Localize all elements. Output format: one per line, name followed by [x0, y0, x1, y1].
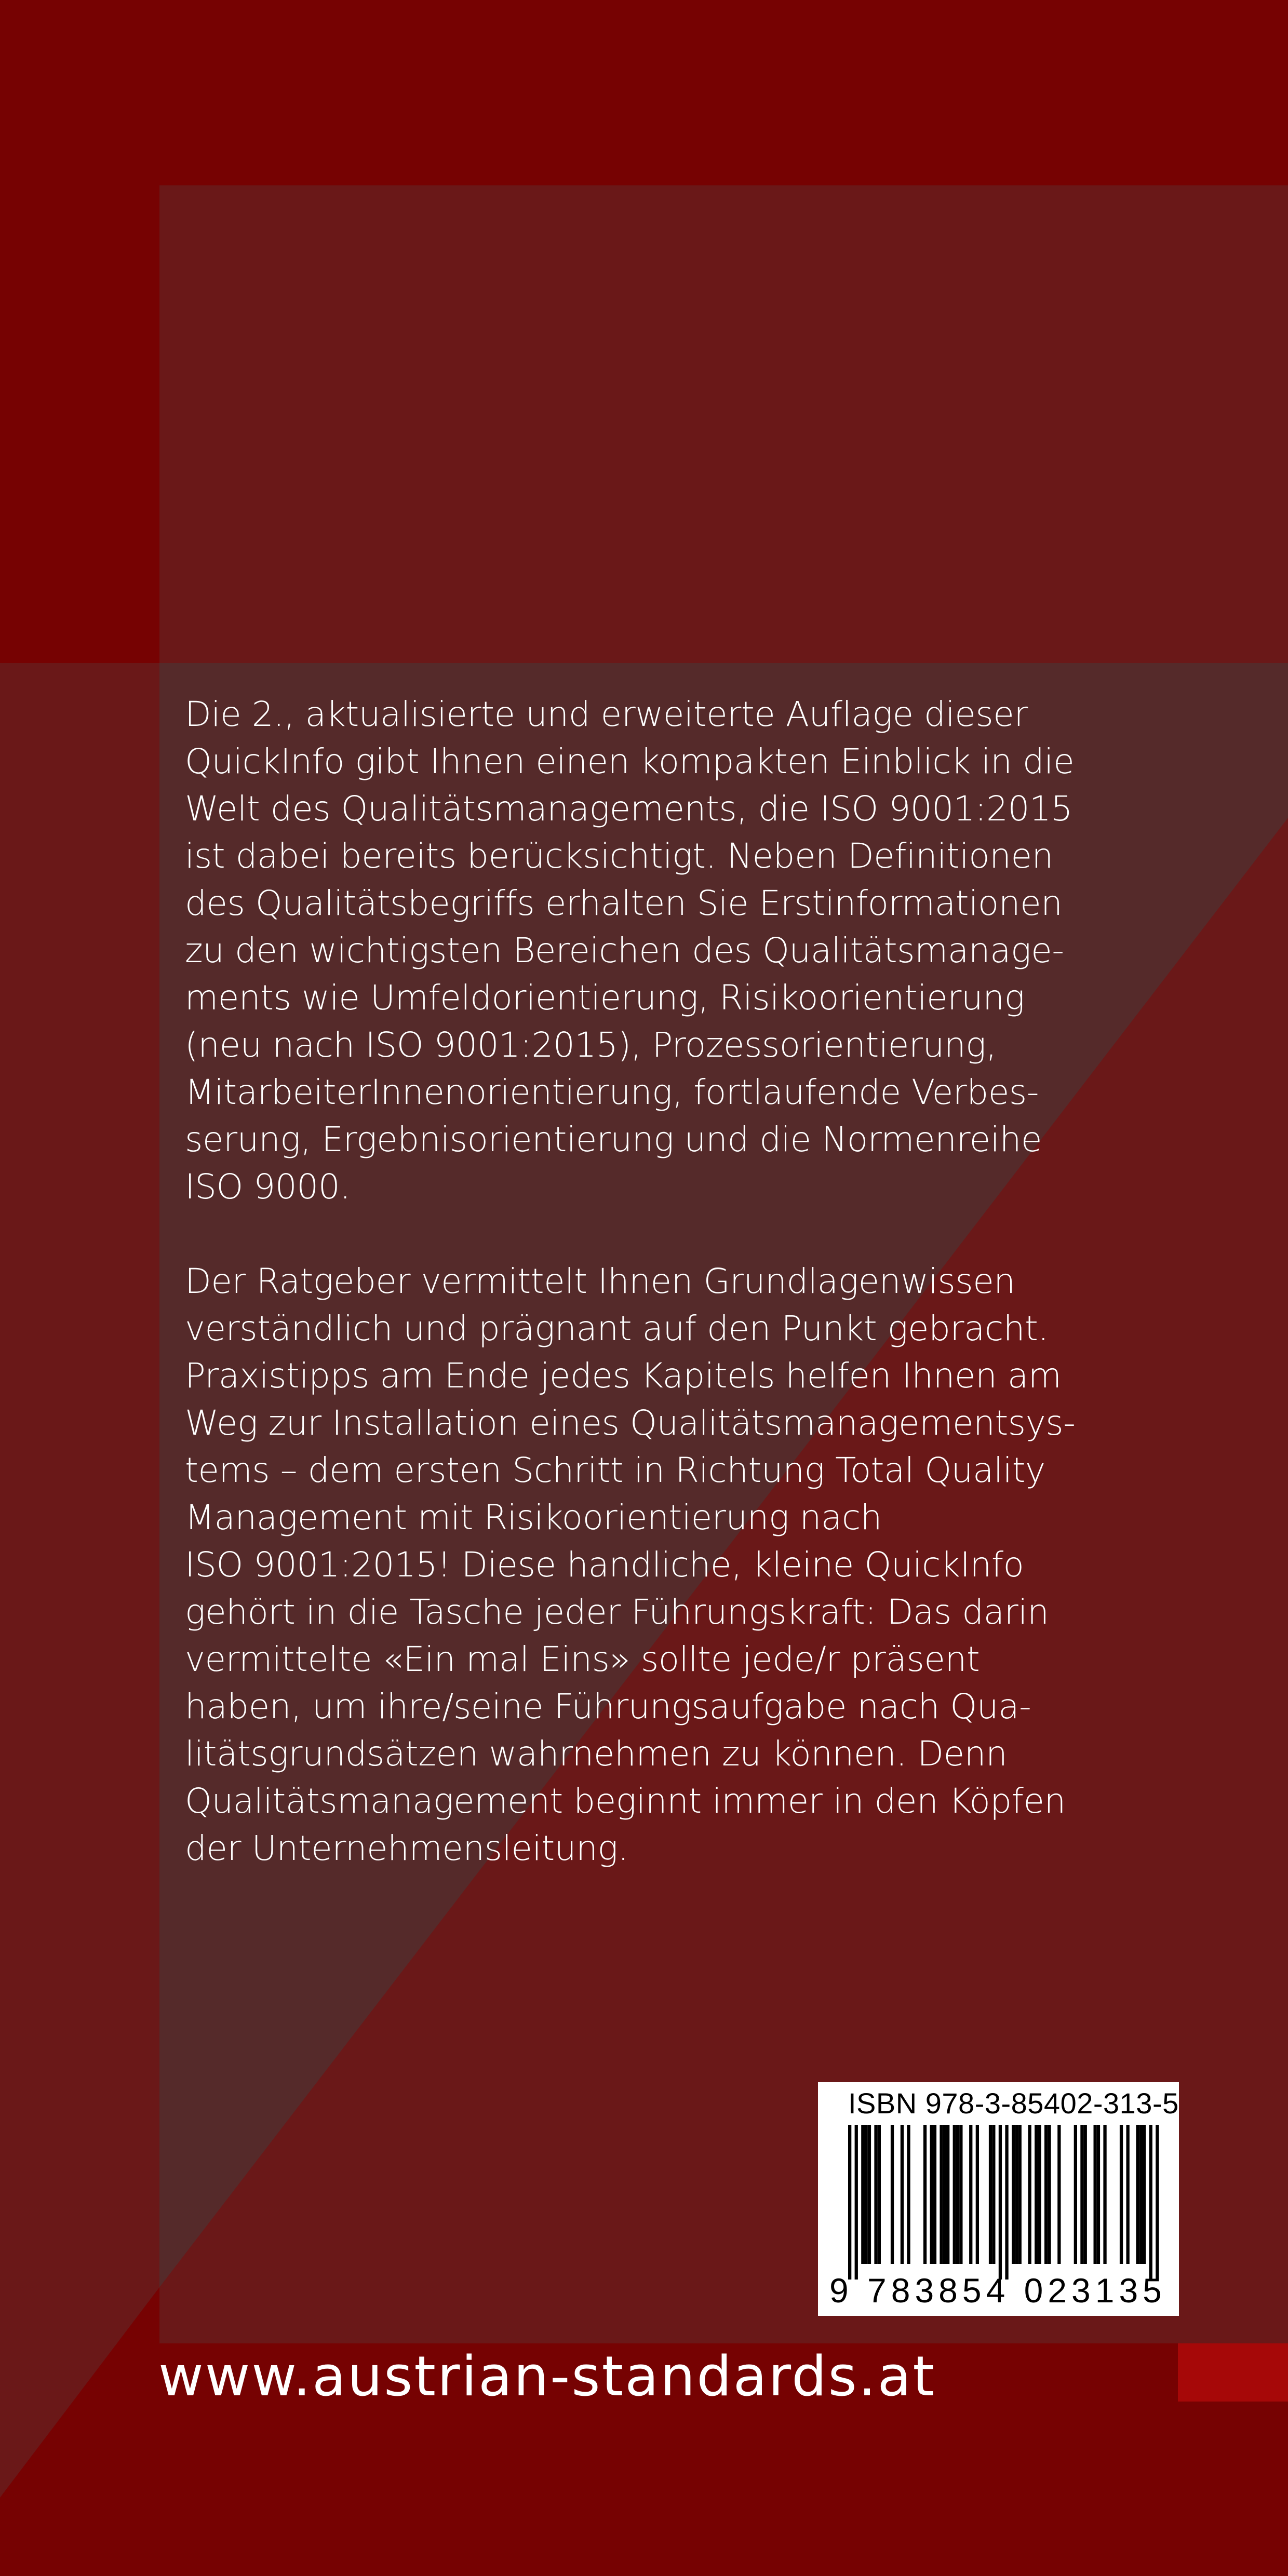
text-line: der Unternehmensleitung.: [185, 1828, 628, 1868]
text-line: ist dabei bereits berücksichtigt. Neben Definitionen: [185, 836, 1053, 876]
text-line: litätsgrundsätzen wahrnehmen zu können. Denn: [185, 1734, 1008, 1774]
bottom-left-diagonal: [0, 663, 159, 2498]
barcode-bar: [969, 2125, 972, 2264]
barcode-bar: [855, 2125, 858, 2280]
upper-panel: [159, 185, 1288, 663]
text-line: ISO 9000.: [185, 1167, 351, 1207]
barcode-bar: [940, 2125, 943, 2264]
barcode-bar: [1048, 2125, 1051, 2264]
text-line: QuickInfo gibt Ihnen einen kompakten Einblick in die: [185, 741, 1075, 781]
text-line: zu den wichtigsten Bereichen des Qualitätsmanage-: [185, 930, 1064, 970]
website-url: www.austrian-standards.at: [158, 2344, 936, 2408]
text-line: MitarbeiterInnenorientierung, fortlaufende Verbes-: [185, 1072, 1039, 1112]
barcode-bar: [1080, 2125, 1083, 2264]
barcode-bar: [878, 2125, 881, 2264]
barcode-bar: [1136, 2125, 1139, 2264]
text-line: Die 2., aktualisierte und erweiterte Auflage dieser: [185, 694, 1028, 734]
isbn-label: ISBN 978-3-85402-313-5: [848, 2087, 1179, 2120]
text-line: Welt des Qualitätsmanagements, die ISO 9001:2015: [185, 789, 1072, 829]
text-line: serung, Ergebnisorientierung und die Normenreihe: [185, 1120, 1042, 1159]
text-line: haben, um ihre/seine Führungsaufgabe nach Qua-: [185, 1687, 1031, 1727]
text-line: verständlich und prägnant auf den Punkt gebracht.: [185, 1309, 1049, 1348]
barcode-bar: [976, 2125, 979, 2264]
text-line: gehört in die Tasche jeder Führungskraft: Das darin: [185, 1592, 1049, 1632]
barcode-bar: [1149, 2125, 1152, 2280]
barcode-bar: [953, 2125, 956, 2264]
barcode-bar: [1005, 2125, 1008, 2280]
accent-tab: [1178, 2343, 1288, 2402]
barcode-bar: [891, 2125, 894, 2264]
barcode-bar: [1126, 2125, 1130, 2264]
text-line: des Qualitätsbegriffs erhalten Sie Erstinformationen: [185, 883, 1063, 923]
text-line: ments wie Umfeldorientierung, Risikoorientierung: [185, 978, 1025, 1018]
barcode-bar: [989, 2125, 992, 2264]
barcode-bar: [1120, 2125, 1123, 2264]
text-line: ISO 9001:2015! Diese handliche, kleine QuickInfo: [185, 1545, 1024, 1585]
text-line: Management mit Risikoorientierung nach: [185, 1498, 882, 1537]
barcode-bar: [1139, 2125, 1143, 2264]
barcode-bar: [933, 2125, 936, 2264]
barcode-bar: [848, 2125, 851, 2280]
barcode-bar: [959, 2125, 962, 2264]
description-text: [185, 691, 1151, 1872]
barcode-bar: [1015, 2125, 1018, 2264]
barcode-bar: [943, 2125, 946, 2264]
barcode-bar: [999, 2125, 1002, 2280]
isbn-barcode: [818, 2082, 1179, 2316]
description-paragraph-2: [185, 1258, 1151, 1872]
text-line: Der Ratgeber vermittelt Ihnen Grundlagenwissen: [185, 1261, 1015, 1301]
ean-digits: 9 783854 023135: [829, 2271, 1166, 2310]
barcode-bar: [874, 2125, 877, 2264]
text-line: vermittelte «Ein mal Eins» sollte jede/r präsent: [185, 1639, 980, 1679]
barcode-bar: [1103, 2125, 1106, 2264]
text-line: Praxistipps am Ende jedes Kapitels helfen Ihnen am: [185, 1356, 1062, 1396]
text-line: (neu nach ISO 9001:2015), Prozessorientierung,: [185, 1025, 997, 1065]
barcode-bar: [992, 2125, 995, 2264]
barcode-bar: [861, 2125, 864, 2264]
barcode-bar: [907, 2125, 910, 2264]
barcode-bar: [923, 2125, 927, 2264]
barcode-bar: [946, 2125, 949, 2264]
text-line: Qualitätsmanagement beginnt immer in den Köpfen: [185, 1781, 1066, 1821]
barcode-bar: [1038, 2125, 1041, 2264]
barcode-bar: [1057, 2125, 1061, 2264]
barcode-bar: [901, 2125, 904, 2264]
barcode-bar: [865, 2125, 868, 2264]
barcode-bar: [1074, 2125, 1077, 2264]
barcode-bar: [1028, 2125, 1031, 2264]
barcode-bar: [1018, 2125, 1022, 2264]
description-paragraph-1: [185, 691, 1151, 1210]
barcode-bar: [1035, 2125, 1038, 2264]
barcode-bar: [1012, 2125, 1015, 2264]
barcode-bar: [1156, 2125, 1159, 2280]
barcode-bar: [868, 2125, 871, 2264]
text-line: Weg zur Installation eines Qualitätsmanagementsys-: [185, 1403, 1076, 1443]
barcode-bar: [930, 2125, 933, 2264]
barcode-bar: [1044, 2125, 1048, 2264]
text-line: tems – dem ersten Schritt in Richtung Total Quality: [185, 1450, 1045, 1490]
barcode-bar: [1094, 2125, 1097, 2264]
barcode-bar: [956, 2125, 959, 2264]
barcode-bar: [1143, 2125, 1146, 2264]
barcode-bar: [1097, 2125, 1100, 2264]
barcode-bar: [1084, 2125, 1087, 2264]
